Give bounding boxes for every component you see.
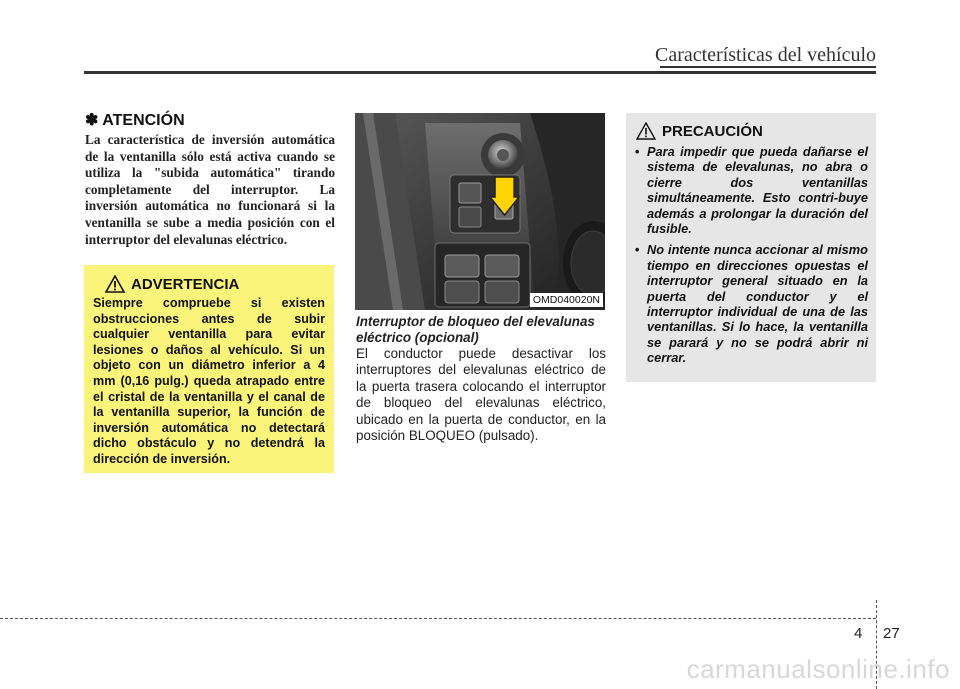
advertencia-text: Siempre compruebe si existen obstrucciones antes de subir cualquier ventanilla para evitar lesiones o daños al vehículo. Si un objeto con un diámetro inferior a 4 mm (0,16 pulg.) queda atrapado entre el cristal de la ventanilla y el canal de la ventanilla superior, la función de inversión automática no detectará dicho obstáculo y no detendrá la dirección de inversión. (93, 296, 325, 466)
precaucion-header (636, 122, 868, 140)
footer-rule (0, 618, 876, 619)
advertencia-header (105, 275, 325, 293)
figure-caption: Interruptor de bloqueo del elevalunas eléctrico (opcional) (356, 314, 595, 345)
precaucion-box (626, 113, 876, 382)
atencion-title: ✽ ATENCIÓN (85, 112, 185, 129)
precaucion-item: • No intente nunca accionar al mismo tiempo en direcciones opuestas el interruptor general situado en la puerta del conductor y el interruptor individual de una de las ventanillas. Si lo hace, la ventanilla se parará y no se podrá abrir ni cerrar. (634, 242, 868, 365)
advertencia-box (84, 265, 334, 473)
advertencia-title: ADVERTENCIA (131, 275, 240, 293)
warning-icon (105, 275, 125, 293)
header-rule (84, 71, 876, 74)
body-text: El conductor puede desactivar los interruptores del elevalunas eléctrico de la puerta trasera colocando el interruptor de bloqueo del elevalunas eléctrico, ubicado en la puerta de conductor, en la posición BLOQUEO (pulsado). (356, 346, 606, 444)
window-switch-photo (355, 113, 605, 310)
atencion-text: La característica de inversión automática de la ventanilla sólo está activa cuando se utiliza la "subida automática" tirando completamente del interruptor. La inversión automática no funcionará si la ventanilla se sube a media posición con el interruptor del elevalunas eléctrico. (85, 132, 335, 247)
chapter-number: 4 (854, 625, 863, 642)
precaucion-title: PRECAUCIÓN (662, 122, 763, 140)
figure-code: OMD040020N (530, 293, 603, 307)
precaucion-list (634, 144, 868, 366)
door-panel-illustration (355, 113, 605, 310)
precaucion-item: • Para impedir que pueda dañarse el sistema de elevalunas, no abra o cierre dos ventanillas simultáneamente. Esto contri-buye además a prolongar la duración del fusible. (634, 144, 868, 236)
atencion-note (85, 110, 335, 248)
section-title: Características del vehículo (654, 44, 876, 66)
header-rule-thin (660, 66, 876, 68)
page-number: 27 (883, 625, 900, 642)
watermark: carmanualsonline.info (686, 654, 950, 684)
caution-icon (636, 122, 656, 140)
